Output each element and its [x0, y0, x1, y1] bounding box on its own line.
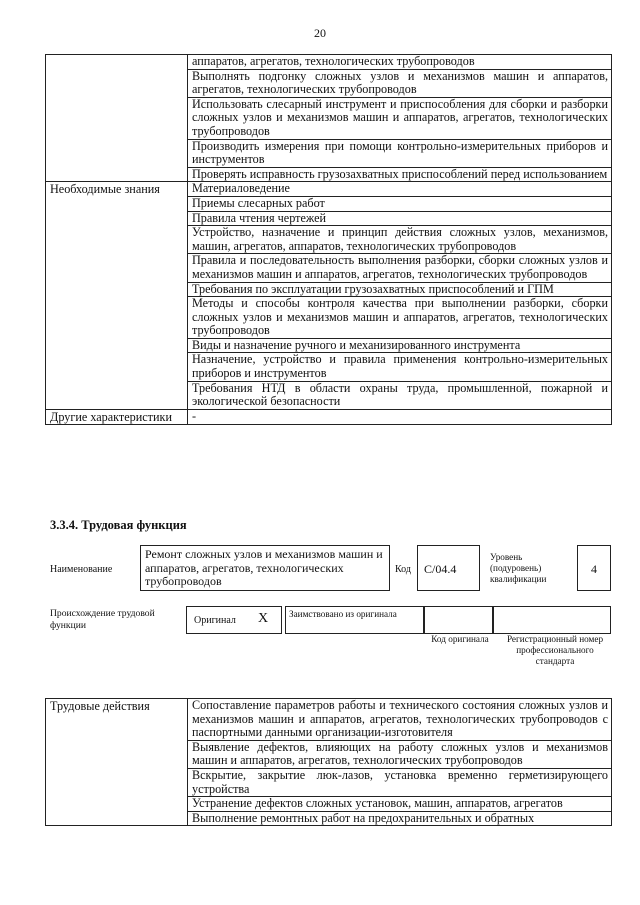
row-text: Устройство, назначение и принцип действия сложных узлов, механизмов, машин, агрегатов, аппаратов, технологических трубопроводов [188, 226, 612, 254]
original-mark: X [258, 611, 269, 626]
row-label [46, 55, 188, 182]
code-label: Код [395, 564, 411, 575]
table-row [46, 409, 612, 425]
row-text: Требования по эксплуатации грузозахватных приспособлений и ГПМ [188, 282, 612, 297]
function-name-box: Ремонт сложных узлов и механизмов машин и аппаратов, агрегатов, технологических трубопроводов [140, 545, 390, 591]
code-original-box [424, 606, 493, 634]
code-original-label: Код оригинала [431, 634, 489, 644]
level-value-box: 4 [577, 545, 611, 591]
row-text: Выполнение ремонтных работ на предохранительных и обратных [188, 811, 612, 826]
row-text: Устранение дефектов сложных установок, машин, аппаратов, агрегатов [188, 797, 612, 812]
row-text: Правила и последовательность выполнения разборки, сборки сложных узлов и механизмов машин и аппаратов, агрегатов, технологических трубопроводов [188, 254, 612, 282]
reg-number-box [493, 606, 611, 634]
borrowed-box: Заимствовано из оригинала [285, 606, 424, 634]
row-text: Выявление дефектов, влияющих на работу сложных узлов и механизмов машин и аппаратов, агрегатов, технологических трубопроводов [188, 740, 612, 768]
section-title: 3.3.4. Трудовая функция [50, 518, 187, 532]
row-text: Использовать слесарный инструмент и приспособления для сборки и разборки сложных узлов и механизмов машин и аппаратов, агрегатов, технологических трубопроводов [188, 97, 612, 139]
table-row [46, 55, 612, 70]
origin-label: Происхождение трудовой функции [50, 608, 155, 631]
row-text: - [188, 409, 612, 425]
row-text: Виды и назначение ручного и механизированного инструмента [188, 338, 612, 353]
code-value-box: С/04.4 [417, 545, 480, 591]
row-text: аппаратов, агрегатов, технологических трубопроводов [188, 55, 612, 70]
row-text: Приемы слесарных работ [188, 196, 612, 211]
row-text: Вскрытие, закрытие люк-лазов, установка временно герметизирующего устройства [188, 768, 612, 796]
row-text: Назначение, устройство и правила применения контрольно-измерительных приборов и инструментов [188, 353, 612, 381]
row-label-other: Другие характеристики [46, 409, 188, 425]
row-text: Производить измерения при помощи контрольно-измерительных приборов и инструментов [188, 139, 612, 167]
page-number: 20 [314, 26, 326, 40]
reg-number-label: Регистрационный номер профессионального стандарта [506, 634, 604, 666]
original-label: Оригинал [194, 615, 236, 626]
original-box [186, 606, 282, 634]
row-text: Требования НТД в области охраны труда, промышленной, пожарной и экологической безопасности [188, 381, 612, 409]
skills-knowledge-table [45, 54, 612, 425]
table-row [46, 182, 612, 197]
row-text: Методы и способы контроля качества при выполнении разборки, сборки сложных узлов и механизмов машин и аппаратов, агрегатов, технологических трубопроводов [188, 297, 612, 339]
table-row [46, 699, 612, 741]
row-text: Проверять исправность грузозахватных приспособлений перед использованием [188, 167, 612, 182]
row-label-actions: Трудовые действия [46, 699, 188, 826]
row-text: Правила чтения чертежей [188, 211, 612, 226]
labor-actions-table [45, 698, 612, 826]
row-text: Выполнять подгонку сложных узлов и механизмов машин и аппаратов, агрегатов, технологических трубопроводов [188, 69, 612, 97]
row-text: Сопоставление параметров работы и технического состояния сложных узлов и механизмов машин и аппаратов, агрегатов, технологических трубопроводов с паспортными данными организации-изготовителя [188, 699, 612, 741]
level-label: Уровень (подуровень) квалификации [490, 552, 547, 584]
row-label-knowledge: Необходимые знания [46, 182, 188, 410]
row-text: Материаловедение [188, 182, 612, 197]
name-label: Наименование [50, 564, 113, 575]
